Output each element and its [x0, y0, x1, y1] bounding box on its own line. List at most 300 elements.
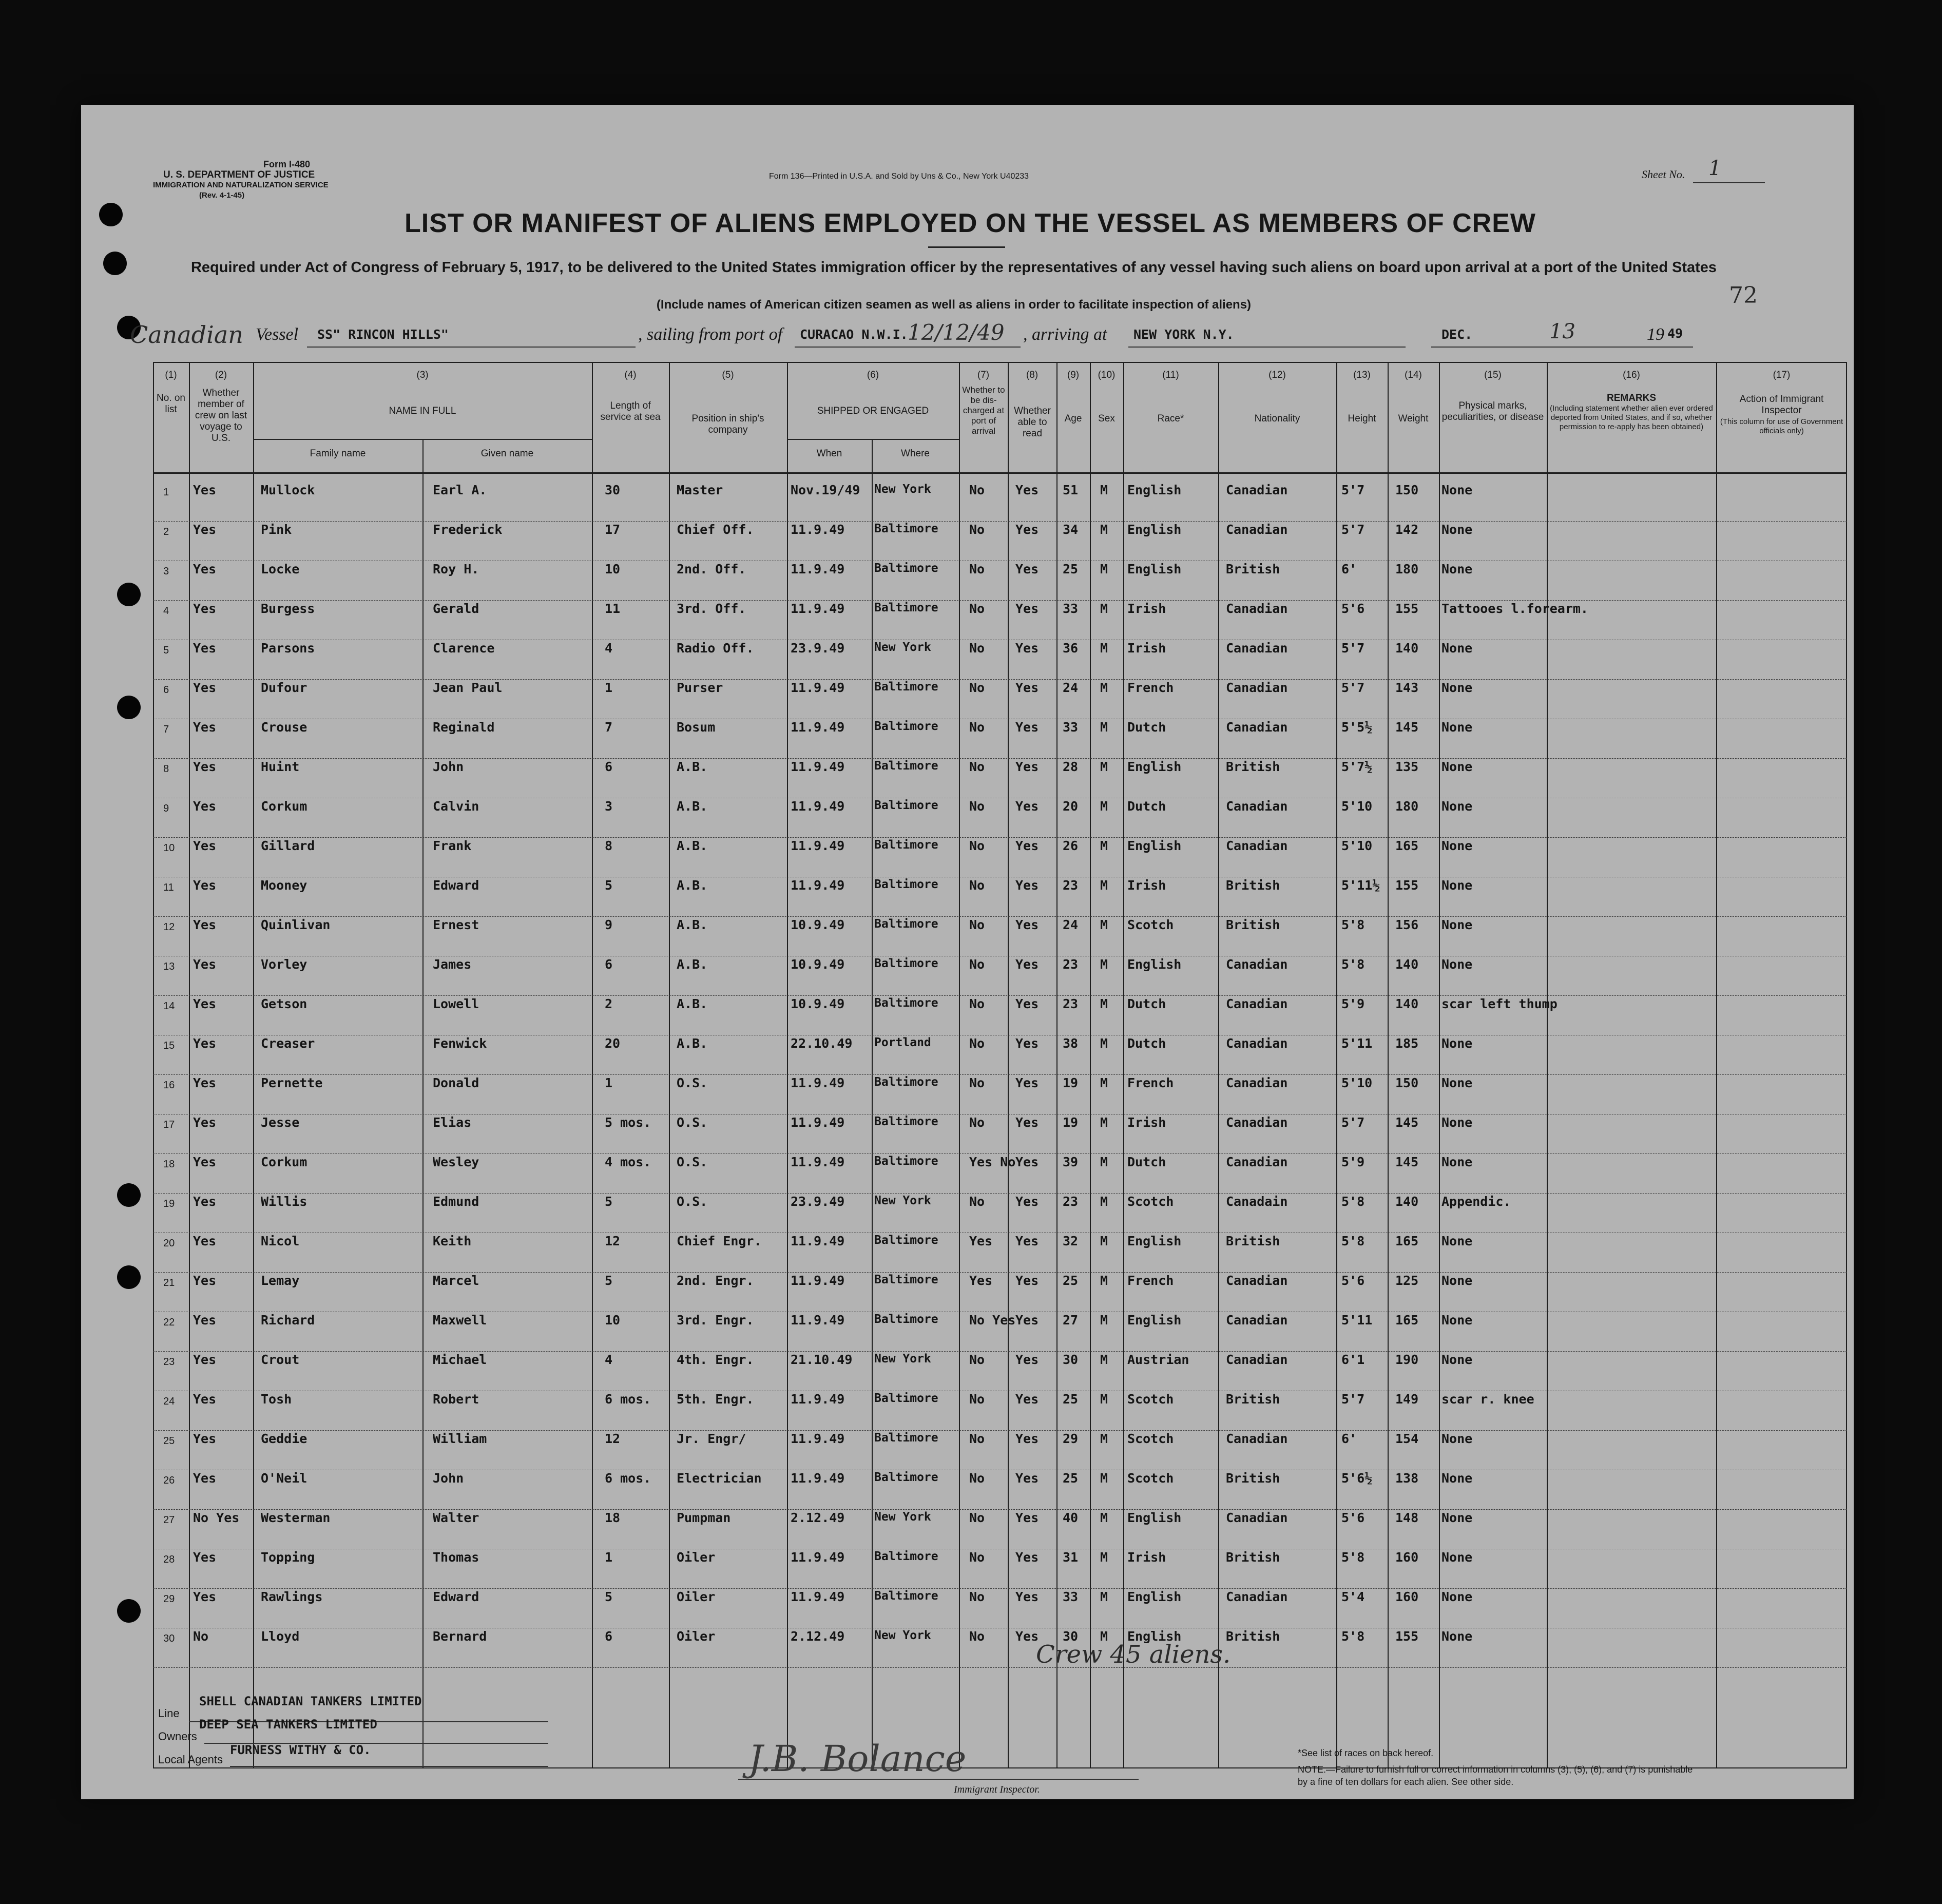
weight: 155 [1395, 1629, 1419, 1644]
discharged: No [969, 522, 985, 537]
column-divider [787, 362, 788, 1768]
given-name: Bernard [433, 1629, 487, 1644]
physical-marks: None [1441, 1629, 1473, 1644]
shipped-where: Baltimore [874, 759, 938, 773]
col14-header: Weight [1398, 413, 1429, 424]
form-number: Form I-480 [263, 159, 311, 169]
inspector-signature: J.B. Bolance [748, 1738, 967, 1780]
able-to-read: Yes [1015, 1352, 1039, 1367]
row-line [153, 1351, 1847, 1352]
race: English [1127, 1313, 1182, 1328]
given-name: Roy H. [433, 562, 479, 576]
race: Scotch [1127, 1392, 1174, 1407]
shipped-where: Baltimore [874, 799, 938, 812]
physical-marks: None [1441, 1036, 1473, 1051]
sex: M [1100, 641, 1108, 656]
position: 3rd. Off. [677, 601, 746, 616]
given-name: Edmund [433, 1194, 479, 1209]
sex: M [1100, 759, 1108, 774]
length-of-service: 1 [605, 680, 613, 695]
shipped-when: 11.9.49 [791, 1155, 845, 1169]
family-name: Getson [261, 996, 307, 1011]
position: A.B. [677, 996, 708, 1011]
sex: M [1100, 1629, 1108, 1644]
col9-num: (9) [1067, 370, 1080, 380]
member-prev-voyage: Yes [193, 483, 217, 497]
sex: M [1100, 1471, 1108, 1486]
height: 5'8 [1341, 1234, 1365, 1248]
punch-hole [117, 583, 141, 606]
given-name: Edward [433, 1589, 479, 1604]
shipped-when: 11.9.49 [791, 680, 845, 695]
age: 19 [1063, 1115, 1079, 1130]
family-name: Dufour [261, 680, 307, 695]
col2-header: Whether member of crew on last voyage to U.S. [195, 388, 247, 444]
age: 23 [1063, 957, 1079, 972]
family-name: Gillard [261, 838, 315, 853]
race: Scotch [1127, 917, 1174, 932]
age: 34 [1063, 522, 1079, 537]
given-name: John [433, 759, 464, 774]
row-line [153, 1430, 1847, 1431]
height: 5'11 [1341, 1036, 1373, 1051]
weight: 150 [1395, 1075, 1419, 1090]
row-number: 22 [163, 1317, 175, 1328]
nationality: Canadian [1226, 1589, 1288, 1604]
col6-header: SHIPPED OR ENGAGED [817, 406, 929, 416]
sailing-port: CURACAO N.W.I. [800, 327, 908, 342]
height: 5'11 [1341, 1313, 1373, 1328]
row-line [153, 1153, 1847, 1154]
family-name: Lemay [261, 1273, 300, 1288]
age: 23 [1063, 878, 1079, 893]
age: 23 [1063, 996, 1079, 1011]
shipped-where: New York [874, 1352, 931, 1366]
position: O.S. [677, 1194, 708, 1209]
row-line [153, 916, 1847, 917]
shipped-when: 11.9.49 [791, 759, 845, 774]
column-divider [1123, 362, 1124, 1768]
punch-hole [103, 252, 127, 275]
member-prev-voyage: Yes [193, 1234, 217, 1248]
shipped-where: Baltimore [874, 878, 938, 891]
nationality: Canadian [1226, 1036, 1288, 1051]
shipped-where: Portland [874, 1036, 931, 1049]
column-divider [1056, 362, 1057, 1768]
height: 6' [1341, 562, 1357, 576]
length-of-service: 6 [605, 759, 613, 774]
agents-company: FURNESS WITHY & CO. [230, 1743, 371, 1757]
member-prev-voyage: Yes [193, 680, 217, 695]
given-name: Jean Paul [433, 680, 503, 695]
row-number: 23 [163, 1356, 175, 1368]
given-name: Calvin [433, 799, 479, 814]
given-name: Elias [433, 1115, 472, 1130]
shipped-where: New York [874, 1194, 931, 1207]
shipped-where: Baltimore [874, 1075, 938, 1089]
race: English [1127, 1589, 1182, 1604]
discharged: No [969, 601, 985, 616]
family-name: Richard [261, 1313, 315, 1328]
row-number: 5 [163, 645, 169, 656]
given-name: Robert [433, 1392, 479, 1407]
weight: 160 [1395, 1550, 1419, 1565]
col3-header: NAME IN FULL [389, 406, 456, 416]
weight: 149 [1395, 1392, 1419, 1407]
shipped-where: Baltimore [874, 562, 938, 575]
given-name: James [433, 957, 472, 972]
position: A.B. [677, 1036, 708, 1051]
row-line [153, 1272, 1847, 1273]
race: English [1127, 483, 1182, 497]
race: English [1127, 1629, 1182, 1644]
weight: 145 [1395, 1155, 1419, 1169]
form-title: LIST OR MANIFEST OF ALIENS EMPLOYED ON THE VESSEL AS MEMBERS OF CREW [405, 208, 1536, 238]
race: Scotch [1127, 1431, 1174, 1446]
physical-marks: scar left thump [1441, 996, 1558, 1011]
shipped-where: Baltimore [874, 601, 938, 614]
column-divider [253, 362, 254, 1768]
family-name: Vorley [261, 957, 307, 972]
row-line [153, 758, 1847, 759]
row-number: 21 [163, 1277, 175, 1288]
able-to-read: Yes [1015, 483, 1039, 497]
weight: 180 [1395, 562, 1419, 576]
position: Jr. Engr/ [677, 1431, 746, 1446]
row-line [153, 1074, 1847, 1075]
shipped-where: Baltimore [874, 1155, 938, 1168]
revision: (Rev. 4-1-45) [199, 191, 245, 200]
physical-marks: None [1441, 759, 1473, 774]
column-divider [1218, 362, 1219, 1768]
height: 5'7 [1341, 641, 1365, 656]
height: 5'7 [1341, 483, 1365, 497]
sex: M [1100, 1155, 1108, 1169]
physical-marks: None [1441, 1471, 1473, 1486]
shipped-when: 23.9.49 [791, 1194, 845, 1209]
physical-marks: Tattooes l.forearm. [1441, 601, 1588, 616]
discharged: No [969, 680, 985, 695]
able-to-read: Yes [1015, 1550, 1039, 1565]
shipped-when: 11.9.49 [791, 1431, 845, 1446]
row-number: 20 [163, 1238, 175, 1249]
page-mark: 72 [1729, 282, 1758, 309]
given-name: Clarence [433, 641, 495, 656]
length-of-service: 18 [605, 1510, 621, 1525]
length-of-service: 17 [605, 522, 621, 537]
col6a-header: When [816, 448, 842, 459]
position: Oiler [677, 1629, 716, 1644]
member-prev-voyage: Yes [193, 1550, 217, 1565]
shipped-where: Baltimore [874, 1589, 938, 1603]
row-line [153, 1193, 1847, 1194]
physical-marks: None [1441, 1234, 1473, 1248]
family-name: Mullock [261, 483, 315, 497]
shipped-when: 2.12.49 [791, 1510, 845, 1525]
race: Irish [1127, 1550, 1166, 1565]
punch-hole [117, 1265, 141, 1289]
physical-marks: None [1441, 1431, 1473, 1446]
race: Austrian [1127, 1352, 1189, 1367]
sailing-label: , sailing from port of [638, 325, 783, 344]
shipped-when: 11.9.49 [791, 799, 845, 814]
family-name: Tosh [261, 1392, 292, 1407]
able-to-read: Yes [1015, 1155, 1039, 1169]
department: U. S. DEPARTMENT OF JUSTICE [163, 169, 315, 180]
position: 2nd. Off. [677, 562, 746, 576]
discharged: No [969, 1510, 985, 1525]
weight: 165 [1395, 1313, 1419, 1328]
able-to-read: Yes [1015, 601, 1039, 616]
given-name: Frederick [433, 522, 503, 537]
position: Oiler [677, 1589, 716, 1604]
length-of-service: 1 [605, 1075, 613, 1090]
position: Chief Engr. [677, 1234, 762, 1248]
length-of-service: 5 mos. [605, 1115, 651, 1130]
discharged: No [969, 1115, 985, 1130]
discharged: Yes [969, 1234, 993, 1248]
member-prev-voyage: Yes [193, 799, 217, 814]
age: 26 [1063, 838, 1079, 853]
row-number: 9 [163, 803, 169, 814]
family-name: Topping [261, 1550, 315, 1565]
age: 24 [1063, 680, 1079, 695]
able-to-read: Yes [1015, 917, 1039, 932]
able-to-read: Yes [1015, 641, 1039, 656]
weight: 148 [1395, 1510, 1419, 1525]
height: 5'6½ [1341, 1471, 1373, 1486]
manifest-sheet [81, 105, 1854, 1799]
printer-note: Form 136—Printed in U.S.A. and Sold by Uns & Co., New York U40233 [769, 172, 1029, 181]
vessel-label: Vessel [256, 325, 299, 344]
physical-marks: Appendic. [1441, 1194, 1511, 1209]
member-prev-voyage: Yes [193, 1392, 217, 1407]
column-divider [189, 362, 190, 1768]
physical-marks: None [1441, 680, 1473, 695]
length-of-service: 6 mos. [605, 1471, 651, 1486]
row-number: 11 [163, 882, 174, 893]
row-number: 3 [163, 566, 169, 577]
shipped-when: 11.9.49 [791, 1075, 845, 1090]
length-of-service: 2 [605, 996, 613, 1011]
shipped-when: 11.9.49 [791, 1273, 845, 1288]
height: 5'7 [1341, 680, 1365, 695]
height: 5'10 [1341, 838, 1373, 853]
nationality: Canadian [1226, 1075, 1288, 1090]
member-prev-voyage: Yes [193, 720, 217, 735]
length-of-service: 12 [605, 1431, 621, 1446]
sex: M [1100, 996, 1108, 1011]
length-of-service: 12 [605, 1234, 621, 1248]
given-name: Reginald [433, 720, 495, 735]
col13-num: (13) [1353, 370, 1371, 380]
sex: M [1100, 720, 1108, 735]
family-name: Corkum [261, 1155, 307, 1169]
header-divider [253, 439, 592, 440]
row-number: 6 [163, 684, 169, 696]
owners-label: Owners [158, 1730, 197, 1743]
races-note: *See list of races on back hereof. [1298, 1748, 1434, 1758]
member-prev-voyage: Yes [193, 878, 217, 893]
age: 25 [1063, 1392, 1079, 1407]
nationality: Canadian [1226, 799, 1288, 814]
shipped-when: 11.9.49 [791, 601, 845, 616]
shipped-when: 11.9.49 [791, 1471, 845, 1486]
column-divider [1388, 362, 1389, 1768]
weight: 155 [1395, 601, 1419, 616]
row-number: 15 [163, 1040, 175, 1051]
length-of-service: 1 [605, 1550, 613, 1565]
nationality: British [1226, 1471, 1280, 1486]
weight: 156 [1395, 917, 1419, 932]
length-of-service: 30 [605, 483, 621, 497]
length-of-service: 4 mos. [605, 1155, 651, 1169]
nationality: British [1226, 1392, 1280, 1407]
col12-num: (12) [1268, 370, 1286, 380]
row-number: 4 [163, 605, 169, 617]
length-of-service: 7 [605, 720, 613, 735]
length-of-service: 8 [605, 838, 613, 853]
sex: M [1100, 1036, 1108, 1051]
nationality: Canadian [1226, 720, 1288, 735]
race: Dutch [1127, 799, 1166, 814]
age: 25 [1063, 1273, 1079, 1288]
nationality: Canadian [1226, 601, 1288, 616]
able-to-read: Yes [1015, 957, 1039, 972]
race: French [1127, 1075, 1174, 1090]
race: Dutch [1127, 720, 1166, 735]
col17-header: Action of Immigrant Inspector [1739, 394, 1824, 416]
age: 29 [1063, 1431, 1079, 1446]
able-to-read: Yes [1015, 720, 1039, 735]
shipped-where: Baltimore [874, 1392, 938, 1405]
able-to-read: Yes [1015, 1589, 1039, 1604]
column-divider [1716, 362, 1717, 1768]
height: 5'5½ [1341, 720, 1373, 735]
nationality: Canadian [1226, 1273, 1288, 1288]
discharged: No [969, 483, 985, 497]
age: 40 [1063, 1510, 1079, 1525]
shipped-where: Baltimore [874, 1313, 938, 1326]
col4-header: Length of service at sea [600, 400, 661, 422]
given-name: Gerald [433, 601, 479, 616]
weight: 125 [1395, 1273, 1419, 1288]
shipped-when: Nov.19/49 [791, 483, 860, 497]
header-bottom-line [153, 472, 1847, 474]
shipped-when: 11.9.49 [791, 1589, 845, 1604]
able-to-read: Yes [1015, 1471, 1039, 1486]
age: 36 [1063, 641, 1079, 656]
length-of-service: 4 [605, 641, 613, 656]
weight: 165 [1395, 838, 1419, 853]
weight: 180 [1395, 799, 1419, 814]
penalty-note: NOTE.—Failure to furnish full or correct information in columns (3), (5), (6), and (7) is punishable by a fine of ten dollars for each alien. See other side. [1298, 1764, 1693, 1787]
member-prev-voyage: Yes [193, 996, 217, 1011]
able-to-read: Yes [1015, 522, 1039, 537]
weight: 165 [1395, 1234, 1419, 1248]
column-divider [959, 362, 960, 1768]
discharged: No [969, 1352, 985, 1367]
physical-marks: None [1441, 1273, 1473, 1288]
given-name: John [433, 1471, 464, 1486]
age: 25 [1063, 1471, 1079, 1486]
physical-marks: None [1441, 878, 1473, 893]
race: French [1127, 680, 1174, 695]
able-to-read: Yes [1015, 1234, 1039, 1248]
discharged: No [969, 641, 985, 656]
col3b-header: Given name [480, 448, 534, 459]
given-name: Thomas [433, 1550, 479, 1565]
discharged: No [969, 1629, 985, 1644]
row-number: 17 [163, 1119, 175, 1130]
discharged: No [969, 838, 985, 853]
discharged: No [969, 917, 985, 932]
age: 24 [1063, 917, 1079, 932]
row-number: 1 [163, 487, 169, 498]
position: A.B. [677, 957, 708, 972]
row-line [153, 995, 1847, 996]
punch-hole [117, 1183, 141, 1207]
row-number: 24 [163, 1396, 175, 1407]
position: O.S. [677, 1075, 708, 1090]
shipped-where: Baltimore [874, 1431, 938, 1445]
member-prev-voyage: Yes [193, 601, 217, 616]
sheet-number: 1 [1708, 157, 1722, 180]
able-to-read: Yes [1015, 1392, 1039, 1407]
physical-marks: None [1441, 799, 1473, 814]
row-number: 14 [163, 1001, 175, 1012]
col5-header: Position in ship's company [691, 413, 764, 435]
shipped-when: 11.9.49 [791, 1115, 845, 1130]
length-of-service: 6 [605, 1629, 613, 1644]
height: 6' [1341, 1431, 1357, 1446]
age: 33 [1063, 601, 1079, 616]
position: O.S. [677, 1155, 708, 1169]
discharged: No [969, 1431, 985, 1446]
position: 2nd. Engr. [677, 1273, 754, 1288]
height: 5'10 [1341, 799, 1373, 814]
physical-marks: None [1441, 1352, 1473, 1367]
row-line [153, 837, 1847, 838]
given-name: Walter [433, 1510, 479, 1525]
physical-marks: None [1441, 641, 1473, 656]
col4-num: (4) [624, 370, 637, 380]
position: Electrician [677, 1471, 762, 1486]
discharged: No [969, 1194, 985, 1209]
sex: M [1100, 917, 1108, 932]
sex: M [1100, 1392, 1108, 1407]
race: Dutch [1127, 996, 1166, 1011]
requirement-text: Required under Act of Congress of February 5, 1917, to be delivered to the United States immigration officer by the representatives of any vessel having such aliens on board upon arrival at a port of the United States [190, 259, 1717, 276]
race: Irish [1127, 601, 1166, 616]
family-name: Rawlings [261, 1589, 323, 1604]
race: English [1127, 838, 1182, 853]
length-of-service: 11 [605, 601, 621, 616]
position: 4th. Engr. [677, 1352, 754, 1367]
age: 28 [1063, 759, 1079, 774]
nationality: Canadian [1226, 1115, 1288, 1130]
crew-table [153, 362, 1847, 1768]
col16-header: REMARKS [1606, 393, 1657, 403]
nationality: British [1226, 917, 1280, 932]
row-number: 28 [163, 1554, 175, 1565]
sex: M [1100, 680, 1108, 695]
nationality-handwritten: Canadian [130, 321, 243, 349]
given-name: Fenwick [433, 1036, 487, 1051]
shipped-when: 11.9.49 [791, 1392, 845, 1407]
shipped-when: 11.9.49 [791, 838, 845, 853]
nationality: British [1226, 1629, 1280, 1644]
